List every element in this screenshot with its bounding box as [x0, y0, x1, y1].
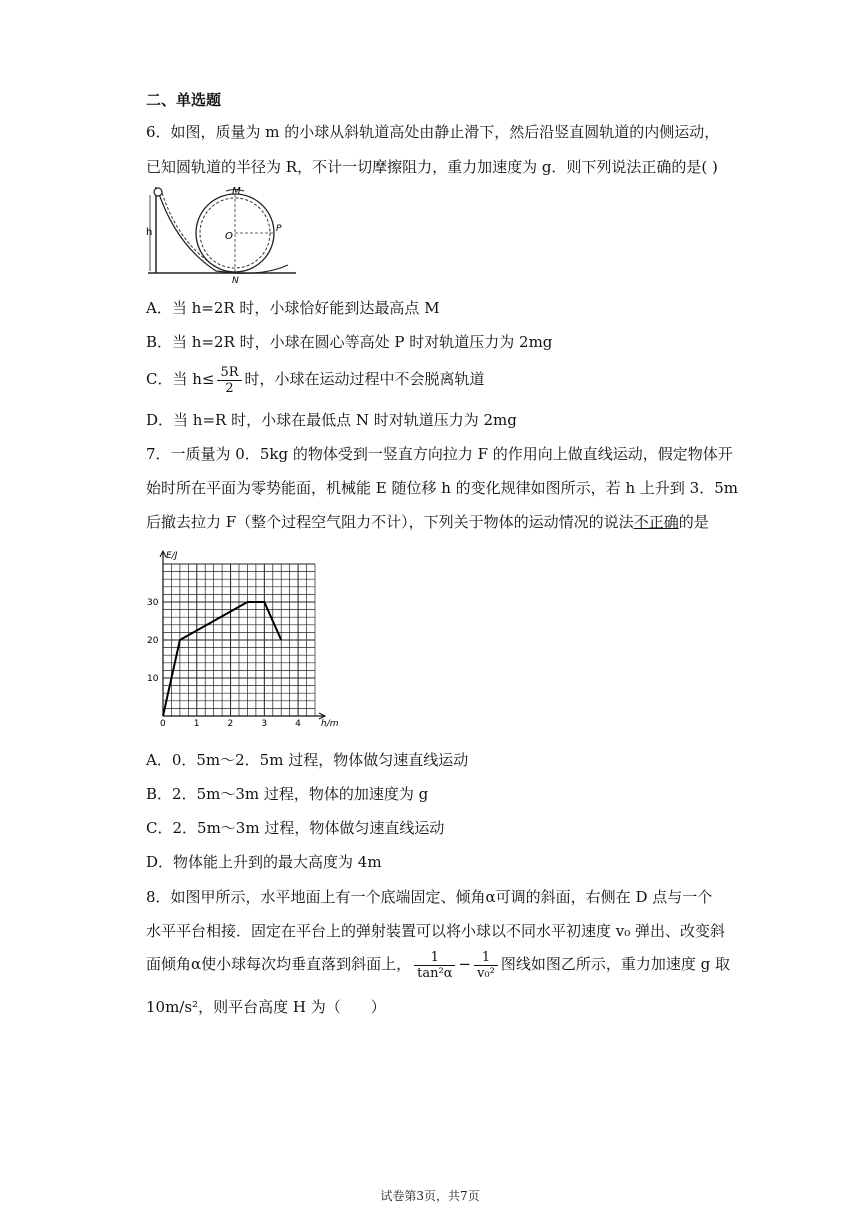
q6-label-h: h	[146, 227, 153, 238]
q6-label-P: P	[276, 224, 282, 234]
x-tick-label: 3	[261, 719, 268, 728]
q8-fraction-2-denominator: v₀²	[477, 965, 495, 981]
q8-stem-line1: 8．如图甲所示，水平地面上有一个底端固定、倾角α可调的斜面，右侧在 D 点与一个	[146, 888, 713, 906]
q8-fraction-1-numerator: 1	[414, 950, 455, 966]
q6-label-M: M	[232, 186, 241, 197]
q8-fraction-2	[474, 950, 498, 981]
q7-stem-line2: 始时所在平面为零势能面，机械能 E 随位移 h 的变化规律如图所示，若 h 上升到 3．5m	[146, 479, 738, 497]
q8-fraction-1-denominator: tan²α	[417, 965, 453, 981]
q6-option-a: A．当 h=2R 时，小球恰好能到达最高点 M	[146, 299, 440, 317]
q8-minus-sign: −	[458, 955, 472, 973]
q7-stem-line3-b: 的是	[678, 513, 709, 531]
section-title: 二、单选题	[146, 91, 222, 109]
q7-option-d: D．物体能上升到的最大高度为 4m	[146, 853, 382, 871]
y-tick-label: 10	[147, 674, 159, 684]
q7-stem-line3-a: 后撤去拉力 F（整个过程空气阻力不计），下列关于物体的运动情况的说法	[146, 513, 634, 531]
q6-stem-line2: 已知圆轨道的半径为 R，不计一切摩擦阻力，重力加速度为 g．则下列说法正确的是( )	[146, 158, 718, 176]
q6-option-c-numerator: 5R	[217, 365, 241, 381]
q8-stem-line4: 10m/s²，则平台高度 H 为（ ）	[146, 998, 386, 1016]
q6-option-c-denominator: 2	[225, 380, 234, 396]
q6-option-b: B．当 h=2R 时，小球在圆心等高处 P 时对轨道压力为 2mg	[146, 333, 553, 351]
q6-option-c	[146, 364, 485, 396]
q7-option-a: A．0．5m～2．5m 过程，物体做匀速直线运动	[146, 751, 469, 769]
q6-option-c-prefix: C．当 h≤	[146, 370, 215, 388]
q6-option-c-fraction	[217, 365, 241, 396]
q7-option-b: B．2．5m～3m 过程，物体的加速度为 g	[146, 785, 429, 803]
q6-label-N: N	[232, 276, 239, 285]
q6-stem-line1: 6．如图，质量为 m 的小球从斜轨道高处由静止滑下，然后沿竖直圆轨道的内侧运动，	[146, 123, 720, 141]
q8-stem-line3-a: 面倾角α使小球每次均垂直落到斜面上，	[146, 955, 412, 973]
q6-option-c-suffix: 时，小球在运动过程中不会脱离轨道	[244, 370, 485, 388]
q7-stem-emphasis: 不正确	[633, 513, 679, 531]
x-tick-label: 1	[193, 719, 200, 728]
y-tick-label: 30	[147, 598, 159, 608]
q8-stem-line3	[146, 947, 730, 981]
q6-option-d: D．当 h=R 时，小球在最低点 N 时对轨道压力为 2mg	[146, 411, 517, 429]
page-footer: 试卷第3页，共7页	[380, 1189, 480, 1203]
q6-loop-track-figure	[146, 185, 306, 285]
chart-y-axis-label: E/J	[166, 551, 178, 561]
energy-height-chart	[145, 548, 345, 728]
x-tick-label: 2	[227, 719, 234, 728]
y-tick-label: 20	[147, 636, 159, 646]
x-tick-label: 0	[160, 719, 166, 728]
chart-axes	[160, 551, 325, 719]
chart-grid	[163, 564, 315, 716]
q6-label-O: O	[225, 231, 233, 242]
q7-stem-line3	[146, 512, 709, 532]
chart-x-axis-label: h/m	[321, 719, 339, 728]
q7-stem-line1: 7．一质量为 0．5kg 的物体受到一竖直方向拉力 F 的作用向上做直线运动，假定物体开	[146, 445, 733, 463]
q8-fraction-1	[414, 950, 455, 981]
q8-stem-line3-b: 图线如图乙所示，重力加速度 g 取	[500, 955, 730, 973]
x-tick-label: 4	[295, 719, 301, 728]
q8-stem-line2: 水平平台相接．固定在平台上的弹射装置可以将小球以不同水平初速度 v₀ 弹出、改变斜	[146, 922, 726, 940]
q8-fraction-2-numerator: 1	[474, 950, 498, 966]
q7-option-c: C．2．5m～3m 过程，物体做匀速直线运动	[146, 819, 445, 837]
